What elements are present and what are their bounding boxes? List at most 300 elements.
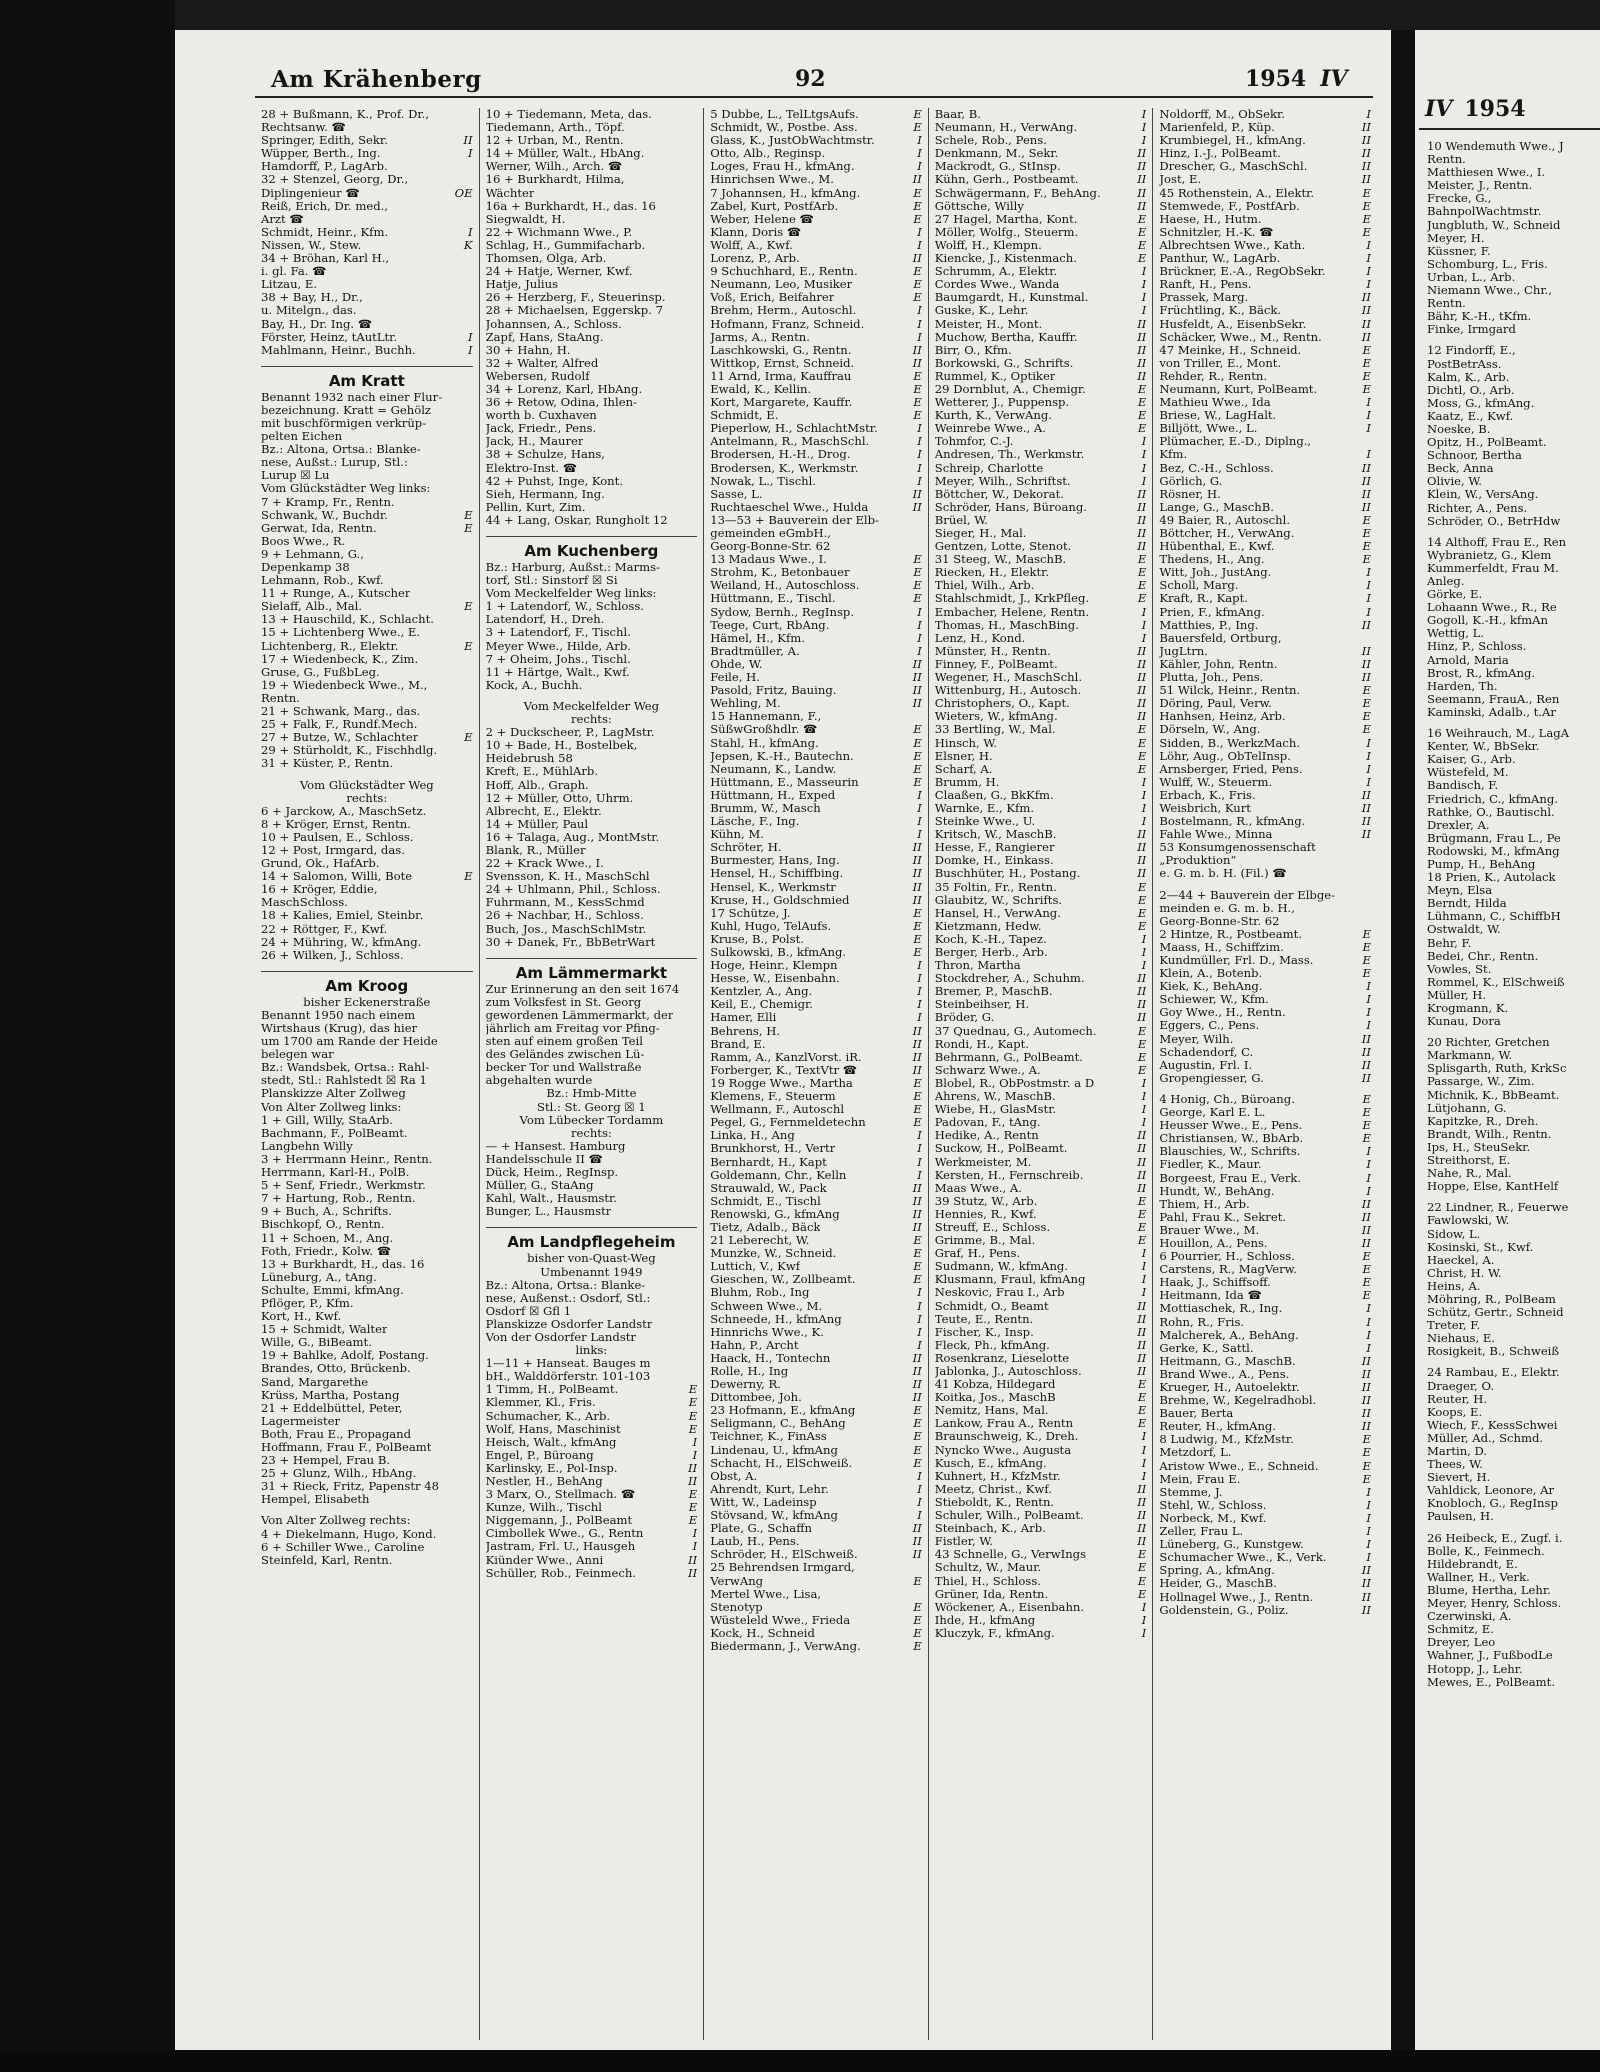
resident-entry <box>261 831 473 844</box>
volume-label: IV <box>1320 66 1348 92</box>
entry-text: Schmidt, Heinr., Kfm. <box>261 225 389 239</box>
entry-text: Meister, H., Mont. <box>934 317 1043 331</box>
floor-mark: I <box>917 972 922 986</box>
entry-text: Prien, F., kfmAng. <box>1159 605 1265 619</box>
resident-entry <box>1159 1355 1371 1368</box>
floor-mark: E <box>1362 343 1371 357</box>
floor-mark: II <box>1137 1312 1147 1326</box>
resident-entry <box>261 844 473 857</box>
resident-entry <box>935 344 1147 357</box>
floor-mark: I <box>1366 265 1371 279</box>
entry-text: Hansel, H., VerwAng. <box>934 906 1061 920</box>
resident-entry <box>710 1561 922 1574</box>
entry-text: 47 Meinke, H., Schneid. <box>1159 343 1302 357</box>
resident-entry <box>261 883 473 896</box>
floor-mark: I <box>1366 605 1371 619</box>
entry-text: Maass, H., Schiffzim. <box>1159 940 1284 954</box>
resident-entry: Hoppe, Else, KantHelf <box>1427 1180 1559 1194</box>
resident-entry <box>486 666 698 679</box>
floor-mark: I <box>917 1011 922 1025</box>
floor-mark: E <box>1362 1106 1371 1120</box>
entry-text: Thron, Martha <box>934 959 1021 973</box>
resident-entry <box>486 752 698 765</box>
floor-mark: E <box>1362 954 1371 967</box>
floor-mark: E <box>1137 1574 1147 1588</box>
floor-mark: I <box>1141 775 1147 789</box>
floor-mark: I <box>468 225 473 239</box>
resident-entry: Behr, F. <box>1427 936 1472 950</box>
entry-text: Werner, Wilh., Arch. ☎ <box>485 160 623 174</box>
floor-mark: II <box>912 684 922 698</box>
entry-text: Rohn, R., Fris. <box>1159 1315 1245 1329</box>
entry-text: Wüpper, Berth., Ing. <box>261 147 381 161</box>
entry-text: Stövsand, W., kfmAng <box>710 1509 838 1523</box>
resident-entry <box>486 501 698 514</box>
resident-entry <box>261 1310 473 1323</box>
floor-mark: I <box>1366 993 1371 1007</box>
page-number: 92 <box>795 66 826 92</box>
entry-text: Erbach, K., Fris. <box>1159 788 1256 802</box>
entry-text: Krueger, H., Autoelektr. <box>1159 1381 1300 1394</box>
resident-entry <box>486 239 698 252</box>
entry-text: 2 Hintze, R., Postbeamt. <box>1159 927 1302 941</box>
entry-text: Nowak, L., Tischl. <box>710 474 817 488</box>
resident-entry: Knobloch, G., RegInsp <box>1427 1497 1558 1511</box>
resident-entry: Brügmann, Frau L., Pe <box>1427 831 1561 845</box>
floor-mark: II <box>912 487 922 501</box>
floor-mark: E <box>1137 919 1147 933</box>
floor-mark: I <box>1366 238 1371 252</box>
street-note: rechts: <box>570 712 612 727</box>
entry-text: Bradtmüller, A. <box>710 644 800 658</box>
resident-entry <box>1159 645 1371 658</box>
resident-entry <box>710 1470 922 1483</box>
entry-text: 38 + Schulze, Hans, <box>485 448 605 462</box>
resident-entry <box>1159 514 1371 527</box>
floor-mark: I <box>1366 749 1371 763</box>
resident-entry <box>486 370 698 383</box>
resident-entry <box>261 1441 473 1454</box>
resident-entry <box>935 357 1147 370</box>
resident-entry <box>1159 1006 1371 1019</box>
floor-mark: II <box>1361 1367 1371 1381</box>
resident-entry <box>261 318 473 331</box>
resident-entry <box>935 1404 1147 1417</box>
floor-mark: I <box>917 474 922 488</box>
floor-mark: I <box>1141 788 1147 802</box>
entry-text: Kahl, Walt., Hausmstr. <box>485 1192 617 1206</box>
resident-entry: Meyer, H. <box>1427 231 1485 245</box>
resident-entry <box>486 1554 698 1567</box>
resident-entry <box>486 626 698 639</box>
resident-entry <box>710 946 922 959</box>
entry-text: Hamdorff, P., LagArb. <box>261 160 388 174</box>
resident-entry: Schomburg, L., Fris. <box>1427 257 1548 271</box>
entry-text: Kusch, E., kfmAng. <box>934 1456 1047 1470</box>
resident-entry <box>261 1245 473 1258</box>
resident-entry <box>935 737 1147 750</box>
resident-entry <box>935 606 1147 619</box>
entry-text: Vom Glückstädter Weg links: <box>261 482 431 496</box>
entry-text: Schulte, Emmi, kfmAng. <box>261 1283 404 1297</box>
resident-entry <box>1159 1093 1371 1106</box>
floor-mark: I <box>1141 618 1147 632</box>
resident-entry: Jungbluth, W., Schneid <box>1427 218 1561 232</box>
resident-entry <box>261 252 473 265</box>
entry-text: Haack, H., Tontechn <box>710 1351 831 1365</box>
entry-text: Kort, Margarete, Kauffr. <box>710 396 853 410</box>
resident-entry: Wahner, J., FußbodLe <box>1427 1649 1553 1663</box>
entry-text: Brodersen, H.-H., Drog. <box>710 448 851 462</box>
resident-entry: Harden, Th. <box>1427 679 1498 693</box>
resident-entry <box>1159 854 1371 867</box>
entry-text: Niggemann, J., PolBeamt <box>485 1514 633 1528</box>
entry-text: nese, Außst.: Lurup, Stl.: <box>261 456 408 470</box>
entry-text: Lehmann, Rob., Kwf. <box>261 574 384 588</box>
spacer <box>1427 1028 1600 1036</box>
floor-mark: E <box>913 369 922 383</box>
resident-entry <box>935 1090 1147 1103</box>
entry-text: Pahl, Frau K., Sekret. <box>1159 1210 1287 1224</box>
resident-entry <box>935 213 1147 226</box>
entry-text: Ihde, H., kfmAng <box>934 1613 1036 1627</box>
floor-mark: I <box>917 1495 922 1509</box>
floor-mark: I <box>1141 605 1147 619</box>
resident-entry <box>935 1077 1147 1090</box>
floor-mark: E <box>913 212 922 226</box>
entry-text: Läsche, F., Ing. <box>710 815 800 829</box>
floor-mark: I <box>468 343 473 357</box>
entry-text: Noldorff, M., ObSekr. <box>1159 108 1285 121</box>
entry-text: Wüsteleld Wwe., Frieda <box>710 1613 851 1627</box>
directory-page <box>175 30 1391 2050</box>
resident-entry <box>935 1313 1147 1326</box>
resident-entry <box>710 1221 922 1234</box>
resident-entry <box>710 1011 922 1024</box>
resident-entry <box>486 574 698 587</box>
entry-text: 25 + Glunz, Wilh., HbAng. <box>261 1467 417 1481</box>
floor-mark: E <box>913 1430 922 1444</box>
entry-text: Kühn, M. <box>710 828 764 842</box>
resident-entry <box>261 600 473 613</box>
resident-entry <box>261 1061 473 1074</box>
resident-entry <box>486 462 698 475</box>
floor-mark: II <box>1137 1181 1147 1195</box>
resident-entry <box>935 933 1147 946</box>
floor-mark: I <box>917 225 922 239</box>
resident-entry <box>486 1305 698 1318</box>
entry-text: 13 + Burkhardt, H., das. 16 <box>261 1257 425 1271</box>
entry-text: 12 + Post, Irmgard, das. <box>261 843 405 857</box>
resident-entry <box>261 331 473 344</box>
resident-entry: Mewes, E., PolBeamt. <box>1427 1675 1556 1689</box>
floor-mark: E <box>1362 1250 1371 1264</box>
entry-text: Bz.: Altona, Ortsa.: Blanke- <box>261 443 421 457</box>
entry-text: Kluczyk, F., kfmAng. <box>934 1626 1055 1640</box>
entry-text: Bz.: Wandsbek, Ortsa.: Rahl- <box>261 1061 430 1075</box>
floor-mark: I <box>917 1129 922 1143</box>
floor-mark: I <box>917 1509 922 1523</box>
entry-text: Diplingenieur ☎ <box>261 186 360 200</box>
entry-text: Teichner, K., FinAss <box>710 1430 827 1444</box>
floor-mark: II <box>1137 487 1147 501</box>
entry-text: 31 + Rieck, Fritz, Papenstr 48 <box>261 1480 439 1494</box>
floor-mark: I <box>1141 631 1147 645</box>
spacer <box>1159 881 1371 889</box>
entry-text: Schele, Rob., Pens. <box>934 134 1047 148</box>
resident-entry <box>710 854 922 867</box>
entry-text: 26 + Wilken, J., Schloss. <box>261 948 404 962</box>
entry-text: Hesse, F., Rangierer <box>934 841 1055 855</box>
resident-entry: Meister, J., Rentn. <box>1427 179 1533 193</box>
resident-entry: Müller, Ad., Schmd. <box>1427 1431 1544 1445</box>
entry-text: Linka, H., Ang <box>710 1129 795 1143</box>
entry-text: Meyer, Wilh. <box>1159 1032 1234 1046</box>
floor-mark: E <box>1137 1024 1147 1038</box>
floor-mark: E <box>688 1409 698 1423</box>
resident-entry: Lütjohann, G. <box>1427 1101 1507 1115</box>
floor-mark: II <box>1137 1299 1147 1313</box>
resident-entry <box>486 1357 698 1370</box>
street-heading: Am Landpflegeheim <box>486 1227 698 1252</box>
floor-mark: II <box>1361 1354 1371 1368</box>
floor-mark: E <box>1137 1207 1147 1221</box>
street-note: bisher Eckenerstraße <box>303 994 431 1009</box>
floor-mark: E <box>913 409 922 423</box>
resident-entry <box>710 867 922 880</box>
entry-text: Kruse, H., Goldschmied <box>710 893 850 907</box>
floor-mark: E <box>1362 356 1371 370</box>
resident-entry <box>1159 1237 1371 1250</box>
resident-entry <box>710 1129 922 1142</box>
floor-mark: E <box>688 1422 698 1436</box>
entry-text: Görlich, G. <box>1159 474 1223 488</box>
floor-mark: E <box>1362 225 1371 239</box>
entry-text: 15 Hannemann, F., <box>710 710 822 724</box>
resident-entry <box>486 765 698 778</box>
entry-text: Hüttmann, E., Tischl. <box>710 592 836 606</box>
entry-text: Brehme, W., Kegelradhobl. <box>1159 1394 1317 1408</box>
resident-entry <box>261 391 473 404</box>
resident-entry: Olivie, W. <box>1427 475 1482 489</box>
floor-mark: E <box>913 566 922 580</box>
resident-entry <box>935 147 1147 160</box>
resident-entry <box>710 632 922 645</box>
resident-entry <box>261 430 473 443</box>
entry-text: Mottiaschek, R., Ing. <box>1159 1302 1283 1316</box>
floor-mark: II <box>1137 828 1147 842</box>
resident-entry <box>1159 540 1371 553</box>
floor-mark: E <box>1362 186 1371 200</box>
floor-mark: I <box>1366 736 1371 750</box>
resident-entry <box>935 1064 1147 1077</box>
entry-text: u. Mitelgn., das. <box>261 304 357 318</box>
floor-mark: E <box>688 1501 698 1515</box>
entry-text: 42 + Puhst, Inge, Kont. <box>485 474 623 488</box>
floor-mark: I <box>1366 1171 1371 1185</box>
resident-entry <box>935 527 1147 540</box>
entry-text: 10 + Tiedemann, Meta, das. <box>485 108 652 121</box>
resident-entry: Arnold, Maria <box>1427 653 1509 667</box>
resident-entry <box>1159 357 1371 370</box>
entry-text: Kruse, B., Polst. <box>710 932 804 946</box>
entry-text: Muchow, Bertha, Kauffr. <box>934 330 1078 344</box>
entry-text: Neumann, K., Landw. <box>710 762 837 776</box>
floor-mark: E <box>464 731 473 745</box>
entry-text: Göttsche, Willy <box>934 199 1024 213</box>
floor-mark: II <box>1137 330 1147 344</box>
floor-mark: II <box>1137 1535 1147 1549</box>
entry-text: Sand, Margarethe <box>261 1375 369 1389</box>
entry-text: Kühn, Gerh., Postbeamt. <box>934 173 1079 187</box>
floor-mark: I <box>917 788 922 802</box>
resident-entry: Wallner, H., Verk. <box>1427 1570 1530 1584</box>
resident-entry <box>710 1195 922 1208</box>
entry-text: Bostelmann, R., kfmAng. <box>1159 815 1306 829</box>
resident-entry <box>486 870 698 883</box>
entry-text: 22 + Röttger, F., Kwf. <box>261 922 388 936</box>
entry-text: Haak, J., Schiffsoff. <box>1159 1276 1271 1290</box>
resident-entry <box>710 1535 922 1548</box>
resident-entry <box>1159 1525 1371 1538</box>
entry-text: Klusmann, Fraul, kfmAng <box>934 1273 1086 1287</box>
floor-mark: II <box>1361 1564 1371 1578</box>
entry-text: Bauer, Berta <box>1159 1407 1234 1421</box>
resident-entry: Küssner, F. <box>1427 244 1491 258</box>
entry-text: Thiem, H., Arb. <box>1159 1197 1250 1211</box>
entry-text: 44 + Lang, Oskar, Rungholt 12 <box>485 513 668 527</box>
floor-mark: E <box>1137 1194 1147 1208</box>
entry-text: George, Karl E. L. <box>1159 1106 1266 1120</box>
spacer <box>1427 719 1600 727</box>
resident-entry <box>486 1449 698 1462</box>
entry-text: Schwägermann, F., BehAng. <box>934 186 1101 200</box>
entry-text: Grüner, Ida, Rentn. <box>934 1587 1049 1601</box>
entry-text: Elektro-Inst. ☎ <box>485 461 578 475</box>
entry-text: Heitmann, Ida ☎ <box>1159 1289 1262 1303</box>
floor-mark: II <box>1361 160 1371 174</box>
floor-mark: E <box>913 1456 922 1470</box>
resident-entry <box>935 1260 1147 1273</box>
resident-entry <box>1159 1019 1371 1032</box>
resident-entry <box>710 1575 922 1588</box>
entry-text: Grimme, B., Mal. <box>934 1234 1036 1248</box>
resident-entry: Wüstefeld, M. <box>1427 766 1509 780</box>
entry-text: Ruchtaeschel Wwe., Hulda <box>710 500 869 514</box>
resident-entry <box>935 1470 1147 1483</box>
entry-text: Hatje, Julius <box>485 278 559 292</box>
resident-entry <box>1159 566 1371 579</box>
entry-text: Sudmann, W., kfmAng. <box>934 1260 1069 1274</box>
resident-entry: Kummerfeldt, Frau M. <box>1427 561 1559 575</box>
floor-mark: II <box>1137 199 1147 213</box>
entry-text: Cimbollek Wwe., G., Rentn <box>485 1527 644 1541</box>
entry-text: Goy Wwe., H., Rentn. <box>1159 1006 1286 1020</box>
floor-mark: I <box>1366 1525 1371 1539</box>
resident-entry <box>935 278 1147 291</box>
entry-text: Münster, H., Rentn. <box>934 644 1051 658</box>
floor-mark: I <box>917 1312 922 1326</box>
resident-entry <box>710 1404 922 1417</box>
entry-text: Gentzen, Lotte, Stenot. <box>934 540 1072 554</box>
entry-text: Vom Meckelfelder Weg links: <box>485 587 657 601</box>
entry-text: Foth, Friedr., Kolw. ☎ <box>261 1244 392 1258</box>
entry-text: Behrens, H. <box>710 1024 781 1038</box>
resident-entry <box>935 1496 1147 1509</box>
entry-text: 22 + Wichmann Wwe., P. <box>485 225 633 239</box>
entry-text: Jack, Friedr., Pens. <box>485 422 597 436</box>
floor-mark: E <box>688 1396 698 1410</box>
resident-entry: Haeckel, A. <box>1427 1253 1495 1267</box>
resident-entry <box>710 998 922 1011</box>
resident-entry <box>935 435 1147 448</box>
entry-text: Rummel, K., Optiker <box>934 369 1056 383</box>
entry-text: Kock, A., Buchh. <box>485 678 583 692</box>
floor-mark: II <box>1137 369 1147 383</box>
entry-text: Kurth, K., VerwAng. <box>934 409 1052 423</box>
entry-text: zum Volksfest in St. Georg <box>485 995 642 1009</box>
entry-text: Sidden, B., WerkzMach. <box>1159 736 1301 750</box>
entry-text: Möller, Wolfg., Steuerm. <box>934 225 1079 239</box>
resident-entry <box>486 252 698 265</box>
resident-entry <box>1159 1564 1371 1577</box>
floor-mark: I <box>1141 121 1147 135</box>
resident-entry <box>935 160 1147 173</box>
resident-entry <box>710 527 922 540</box>
floor-mark: E <box>1362 527 1371 540</box>
resident-entry: Brandt, Wilh., Rentn. <box>1427 1127 1552 1141</box>
entry-text: 29 + Stürholdt, K., Fischhdlg. <box>261 744 438 758</box>
resident-entry <box>935 514 1147 527</box>
resident-entry: Moss, G., kfmAng. <box>1427 396 1535 410</box>
floor-mark: I <box>917 815 922 829</box>
entry-text: Mackrodt, G., StInsp. <box>934 160 1061 174</box>
entry-text: Thomsen, Olga, Arb. <box>485 252 607 266</box>
entry-text: Forberger, K., TextVtr ☎ <box>710 1063 858 1077</box>
entry-text: Drescher, G., MaschSchl. <box>1159 160 1308 174</box>
entry-text: Georg-Bonne-Str. 62 <box>710 540 831 554</box>
floor-mark: E <box>1362 1092 1371 1106</box>
resident-entry <box>710 422 922 435</box>
page-header-year <box>1245 66 1348 92</box>
floor-mark: I <box>917 330 922 344</box>
floor-mark: E <box>464 521 473 535</box>
entry-text: worth b. Cuxhaven <box>485 409 597 423</box>
floor-mark: II <box>912 500 922 514</box>
entry-text: Padovan, F., tAng. <box>934 1116 1041 1130</box>
entry-text: 7 + Oheim, Johs., Tischl. <box>485 652 631 666</box>
entry-text: „Produktion“ <box>1159 854 1237 868</box>
resident-entry <box>486 383 698 396</box>
floor-mark: II <box>912 867 922 881</box>
resident-entry <box>935 1300 1147 1313</box>
floor-mark: I <box>1366 1538 1371 1552</box>
entry-text: Weber, Helene ☎ <box>710 212 814 226</box>
entry-text: Rolle, H., Ing <box>710 1365 789 1378</box>
entry-text: sten auf einem großen Teil <box>485 1035 643 1049</box>
resident-entry <box>1159 941 1371 954</box>
resident-entry <box>710 619 922 632</box>
entry-text: Jepsen, K.-H., Bautechn. <box>710 749 854 763</box>
floor-mark: I <box>1141 801 1147 815</box>
resident-entry <box>261 1009 473 1022</box>
entry-text: Scholl, Marg. <box>1159 579 1239 593</box>
floor-mark: I <box>1141 959 1147 973</box>
floor-mark: II <box>1361 657 1371 671</box>
entry-text: Renowski, G., kfmAng <box>710 1207 840 1221</box>
resident-entry <box>935 907 1147 920</box>
resident-entry <box>261 587 473 600</box>
